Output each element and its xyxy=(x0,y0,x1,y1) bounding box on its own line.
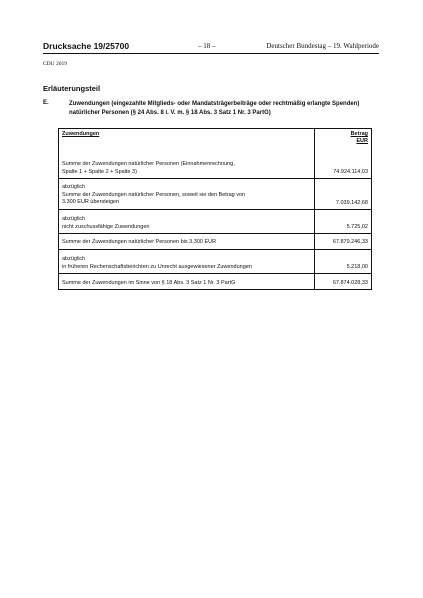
publisher: Deutscher Bundestag – 19. Wahlperiode xyxy=(266,42,379,50)
row-text-line: Summe der Zuwendungen natürlicher Personen, soweit sie den Betrag von xyxy=(62,191,246,198)
party-year: CDU 2019 xyxy=(43,61,67,67)
table-row-amount: 67.879.246,33 xyxy=(332,239,368,245)
table-row-amount: 74.924.114,03 xyxy=(333,169,368,175)
table-row-label xyxy=(62,280,310,288)
row-divider xyxy=(59,249,371,250)
table-row-label xyxy=(62,184,310,207)
row-divider xyxy=(59,273,371,274)
column-header-label: Zuwendungen xyxy=(62,131,100,137)
document-number xyxy=(43,41,129,51)
row-text-line: in früheren Rechenschaftsberichten zu Unrecht ausgewiesener Zuwendungen xyxy=(62,263,252,270)
table-row-label xyxy=(62,239,310,247)
item-title: Zuwendungen (eingezahlte Mitglieds- oder Mandatsträgerbeiträge oder rechtmäßig erlangte Spenden) natürlicher Personen (§ 24 Abs. 8 i. V. m. § 18 Abs. 3 Satz 1 Nr. 3 PartG) xyxy=(69,101,360,116)
section-title: Erläuterungsteil xyxy=(43,84,101,93)
item-letter: E. xyxy=(43,100,49,106)
row-divider xyxy=(59,178,371,179)
row-text-line: Summe der Zuwendungen im Sinne von § 18 Abs. 3 Satz 1 Nr. 3 PartG xyxy=(62,280,236,286)
page-number: – 18 – xyxy=(198,42,216,50)
row-text-line: 3.300 EUR übersteigen xyxy=(62,199,120,205)
column-header-amount-line2: EUR xyxy=(356,138,368,144)
row-text-line: nicht zuschussfähige Zuwendungen xyxy=(62,223,150,230)
doc-label: Drucksache xyxy=(43,41,92,51)
row-text-line: abzüglich xyxy=(62,256,86,262)
table-row-label xyxy=(62,256,310,271)
row-text-line: abzüglich xyxy=(62,184,86,190)
row-text-line: Summe der Zuwendungen natürlicher Personen bis 3.300 EUR xyxy=(62,239,217,245)
table-row-amount: 7.039.142,68 xyxy=(335,200,368,206)
column-header-amount xyxy=(351,131,368,145)
doc-number-a: 19/ xyxy=(93,41,106,51)
column-header-amount-line1: Betrag xyxy=(350,131,368,137)
table-row-label xyxy=(62,161,310,176)
row-text-line: Spalte 1 + Spalte 2 + Spalte 3) xyxy=(62,168,137,175)
row-divider xyxy=(59,233,371,234)
header-rule xyxy=(43,53,379,54)
table-row-amount: 67.874.028,33 xyxy=(332,280,368,286)
page-header xyxy=(43,41,379,53)
donations-table xyxy=(58,128,372,290)
table-row-amount: 5.218,00 xyxy=(346,264,368,270)
table-row-label xyxy=(62,216,310,231)
row-divider xyxy=(59,209,371,210)
table-row-amount: 5.725,02 xyxy=(346,224,368,230)
row-text-line: abzüglich xyxy=(62,216,86,222)
doc-number-b: 25700 xyxy=(105,41,130,51)
row-text-line: Summe der Zuwendungen natürlicher Personen (Einnahmenrechnung, xyxy=(62,161,235,167)
